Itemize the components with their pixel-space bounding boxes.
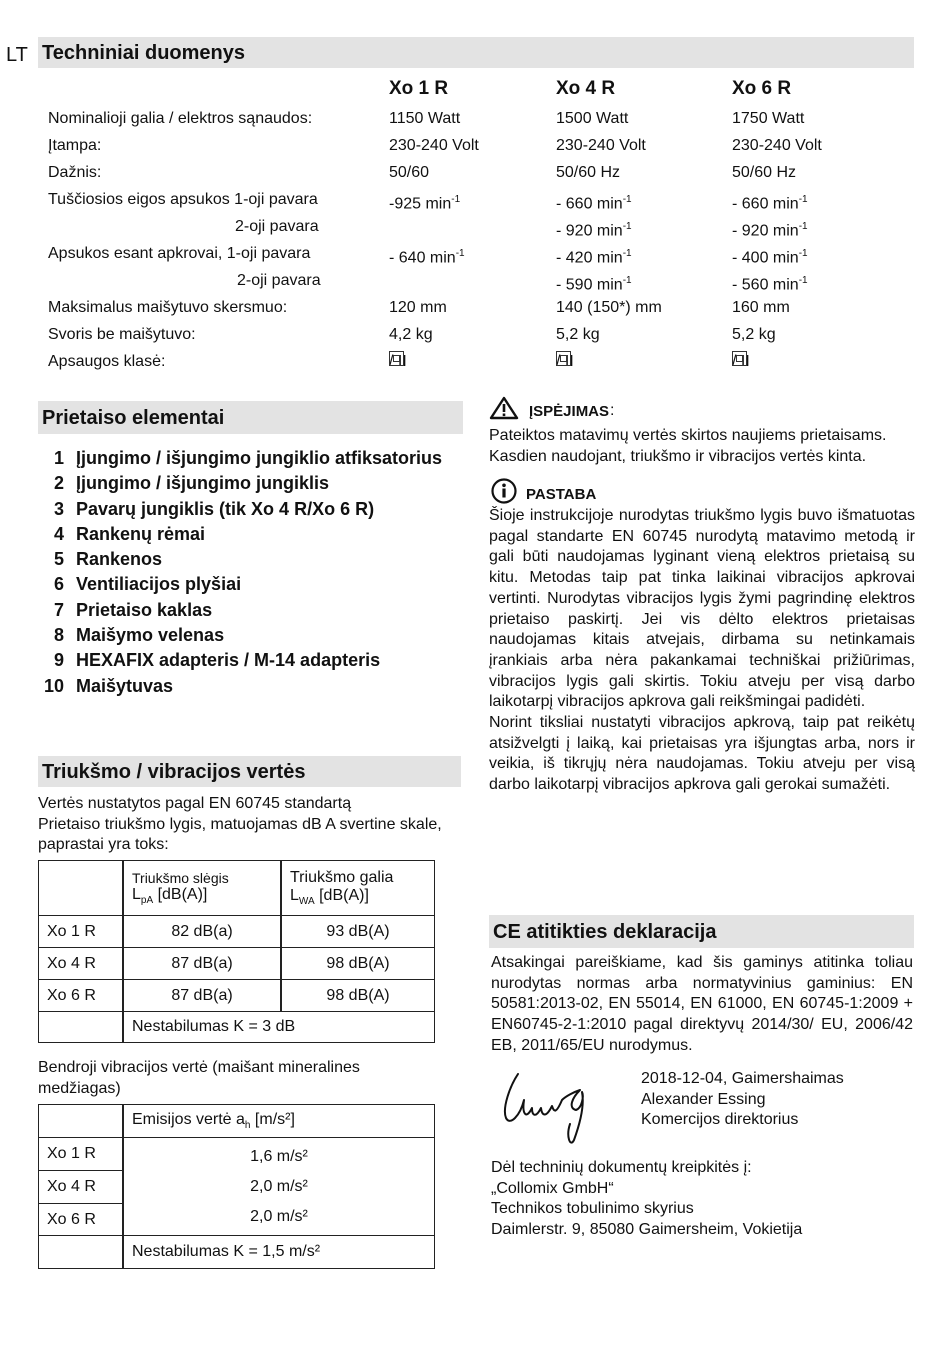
row-value: - 920 $\min^{-1}$ xyxy=(556,221,632,240)
table-row: Xo 1 R xyxy=(39,1138,122,1171)
row-value: / II xyxy=(556,353,574,370)
row-value: 5,2 kg xyxy=(556,326,600,343)
row-value: 50/60 Hz xyxy=(732,164,797,181)
row-value: 160 mm xyxy=(732,299,790,316)
row-value: - 920 $\min^{-1}$ xyxy=(732,221,808,240)
table-row: Nestabilumas K = 3 dB xyxy=(39,1012,435,1043)
note-text: Šioje instrukcijoje nurodytas triukšmo lygis buvo išmatuotas pagal standarte EN 60745 nurodytą matavimo metodą ir gali būti naudojamas lyginant vieną elektros prietaisą su kitu. Metodas taip pat tinka laikinai vibracijos apkrovai vertinti. Nurodytas vibracijos lygis žymi pagrindinę elektros prietaiso paskirtį. Jei vis dėlto elektros prietaisas naudojamas kitais atvejais, dirbama su netinkamais įrankiais arba nėra pakankamai techniškai prižiūrimas, vibracijos lygis gali skirtis. Tokiu atveju per visą darbo laikotarpį vibracijos apkrova gali reikšmingai padidėti. xyxy=(489,507,915,711)
row-value: 1500 Watt xyxy=(556,110,629,127)
row-value: / II xyxy=(732,353,750,370)
row-value: / II xyxy=(389,353,407,370)
note-text-2: Norint tiksliai nustatyti vibracijos apkrovą, taip pat reikėtų atsižvelgti į laiką, kai prietaisas yra išjungtas arba, nors ir veikia, iš tikrųjų nėra naudojamas. Tokiu atveju per visą darbo laikotarpį vibracijos apkrova gali gerokai sumažėti. xyxy=(489,714,915,794)
info-icon xyxy=(491,478,517,509)
contact-block: Dėl techninių dokumentų kreipkitės į: „Collomix GmbH“ Technikos tobulinimo skyrius Daimlerstr. 9, 85080 Gaimersheim, Vokietija xyxy=(491,1159,803,1239)
row-label: Svoris be maišytuvo: xyxy=(48,326,196,343)
table-row xyxy=(48,324,928,346)
table-row: Xo 4 R xyxy=(39,1171,122,1204)
ce-title: CE atitikties deklaracija xyxy=(493,921,717,943)
row-value: 230-240 Volt xyxy=(732,137,822,154)
table-row xyxy=(48,108,928,130)
table-row xyxy=(48,270,928,292)
row-label: Dažnis: xyxy=(48,164,102,181)
vibration-intro: Bendroji vibracijos vertė (maišant mineralines medžiagas) xyxy=(38,1059,360,1097)
table-row xyxy=(48,297,928,319)
row-value: 230-240 Volt xyxy=(556,137,646,154)
language-code: LT xyxy=(6,44,28,66)
row-label: Maksimalus maišytuvo skersmuo: xyxy=(48,299,288,316)
row-value: - 560 $\min^{-1}$ xyxy=(732,275,808,294)
row-value: 50/60 xyxy=(389,164,430,181)
row-label: Įtampa: xyxy=(48,137,102,154)
list-item: 2 Įjungimo / išjungimo jungiklis xyxy=(53,473,330,494)
model-heading-3: Xo 6 R xyxy=(732,78,792,99)
protection-class-icon xyxy=(732,351,747,366)
table-row xyxy=(48,243,928,265)
noise-table: Triukšmo slėgis $L_{pA}$ [dB(A)] Triukšmo galia $L_{WA}$ [dB(A)] Xo 1 R 82 dB(a) 93 dB(A) Xo 4 R 87 dB(a) 98 dB(A) Xo 6 R 87 dB(a) 98 dB(A) Nestabilumas K = 3 dB xyxy=(38,860,435,1043)
signatory-block: 2018-12-04, Gaimershaimas Alexander Essing Komercijos direktorius xyxy=(641,1070,844,1129)
warning-triangle-icon xyxy=(489,396,519,425)
row-value: - 590 $\min^{-1}$ xyxy=(556,275,632,294)
row-value: -925 $\min^{-1}$ xyxy=(389,194,461,213)
row-value: - 400 $\min^{-1}$ xyxy=(732,248,808,267)
list-item: 6 Ventiliacijos plyšiai xyxy=(53,574,242,595)
protection-class-icon xyxy=(389,351,404,366)
note-block xyxy=(489,478,915,796)
row-label: Tuščiosios eigos apsukos 1-oji pavara xyxy=(48,191,318,208)
row-label: Nominalioji galia / elektros sąnaudos: xyxy=(48,110,313,127)
table-row xyxy=(48,189,928,211)
parts-title: Prietaiso elementai xyxy=(42,407,225,429)
table-row: Xo 1 R 82 dB(a) 93 dB(A) xyxy=(39,916,435,948)
row-label: Apsukos esant apkrovai, 1-oji pavara xyxy=(48,245,311,262)
noise-heading xyxy=(38,756,461,787)
table-row xyxy=(48,351,928,373)
signature-icon xyxy=(496,1056,596,1153)
list-item: 7 Prietaiso kaklas xyxy=(53,599,213,620)
table-row xyxy=(48,135,928,157)
list-item: 5 Rankenos xyxy=(53,549,163,570)
parts-heading xyxy=(38,401,463,434)
tech-data-title: Techniniai duomenys xyxy=(42,42,245,64)
noise-intro: Vertės nustatytos pagal EN 60745 standartą Prietaiso triukšmo lygis, matuojamas dB A svertine skale, paprastai yra toks: xyxy=(38,795,442,854)
protection-class-icon xyxy=(556,351,571,366)
list-item: 10 Maišytuvas xyxy=(43,675,174,696)
vibration-table: Emisijos vertė $a_h$ [m/s²] Xo 1 R Xo 4 R Xo 6 R 1,6 m/s² 2,0 m/s² 2,0 m/s² Nestabilumas K = 1,5 m/s² xyxy=(38,1104,435,1269)
tech-data-heading xyxy=(38,37,914,68)
ce-heading xyxy=(489,915,914,948)
table-row: Xo 6 R 87 dB(a) 98 dB(A) xyxy=(39,980,435,1012)
row-value: 50/60 Hz xyxy=(556,164,621,181)
row-value: - 640 $\min^{-1}$ xyxy=(389,248,465,267)
list-item: 4 Rankenų rėmai xyxy=(53,523,206,544)
table-row xyxy=(48,216,928,238)
row-value: 140 (150*) mm xyxy=(556,299,662,316)
warning-text: Pateiktos matavimų vertės skirtos naujiems prietaisams. Kasdien naudojant, triukšmo ir vibracijos vertės kinta. xyxy=(489,427,887,465)
parts-list xyxy=(38,446,443,699)
list-item: 8 Maišymo velenas xyxy=(53,625,225,646)
list-item: 3 Pavarų jungiklis (tik Xo 4 R/Xo 6 R) xyxy=(53,498,375,519)
warning-title: ĮSPĖJIMAS xyxy=(529,403,610,420)
table-row: Xo 4 R 87 dB(a) 98 dB(A) xyxy=(39,948,435,980)
row-label: Apsaugos klasė: xyxy=(48,353,166,370)
row-value: 1750 Watt xyxy=(732,110,805,127)
model-heading-1: Xo 1 R xyxy=(389,78,449,99)
row-value: 1150 Watt xyxy=(389,110,461,127)
table-row xyxy=(48,162,928,184)
model-heading-2: Xo 4 R xyxy=(556,78,616,99)
row-value: - 660 $\min^{-1}$ xyxy=(556,194,632,213)
row-value: 4,2 kg xyxy=(389,326,433,343)
row-value: 5,2 kg xyxy=(732,326,776,343)
list-item: 1 Įjungimo / išjungimo jungiklio atfiksatorius xyxy=(53,448,443,468)
row-value: 120 mm xyxy=(389,299,447,316)
row-label: 2-oji pavara xyxy=(235,218,319,235)
ce-text: Atsakingai pareiškiame, kad šis gaminys atitinka toliau nurodytas normas arba normatyvinius gaminius: EN 50581:2013-02, EN 55014, EN 61000, EN 60745-1:2009 + EN60745-2-1:2010 pagal direktyvų 2014/30/ EU, 2006/42 EB, 2011/65/EU nurodymus. xyxy=(491,954,913,1054)
warning-block: ĮSPĖJIMAS : Pateiktos matavimų vertės skirtos naujiems prietaisams. Kasdien naudojant, triukšmo ir vibracijos vertės kinta. xyxy=(489,396,915,467)
table-row: Xo 6 R xyxy=(47,1211,96,1228)
row-value: 230-240 Volt xyxy=(389,137,479,154)
row-value: - 420 $\min^{-1}$ xyxy=(556,248,632,267)
list-item: 9 HEXAFIX adapteris / M-14 adapteris xyxy=(53,650,381,671)
row-value: - 660 $\min^{-1}$ xyxy=(732,194,808,213)
noise-title: Triukšmo / vibracijos vertės xyxy=(42,761,306,783)
row-label: 2-oji pavara xyxy=(237,272,321,289)
note-title: PASTABA xyxy=(526,486,597,503)
